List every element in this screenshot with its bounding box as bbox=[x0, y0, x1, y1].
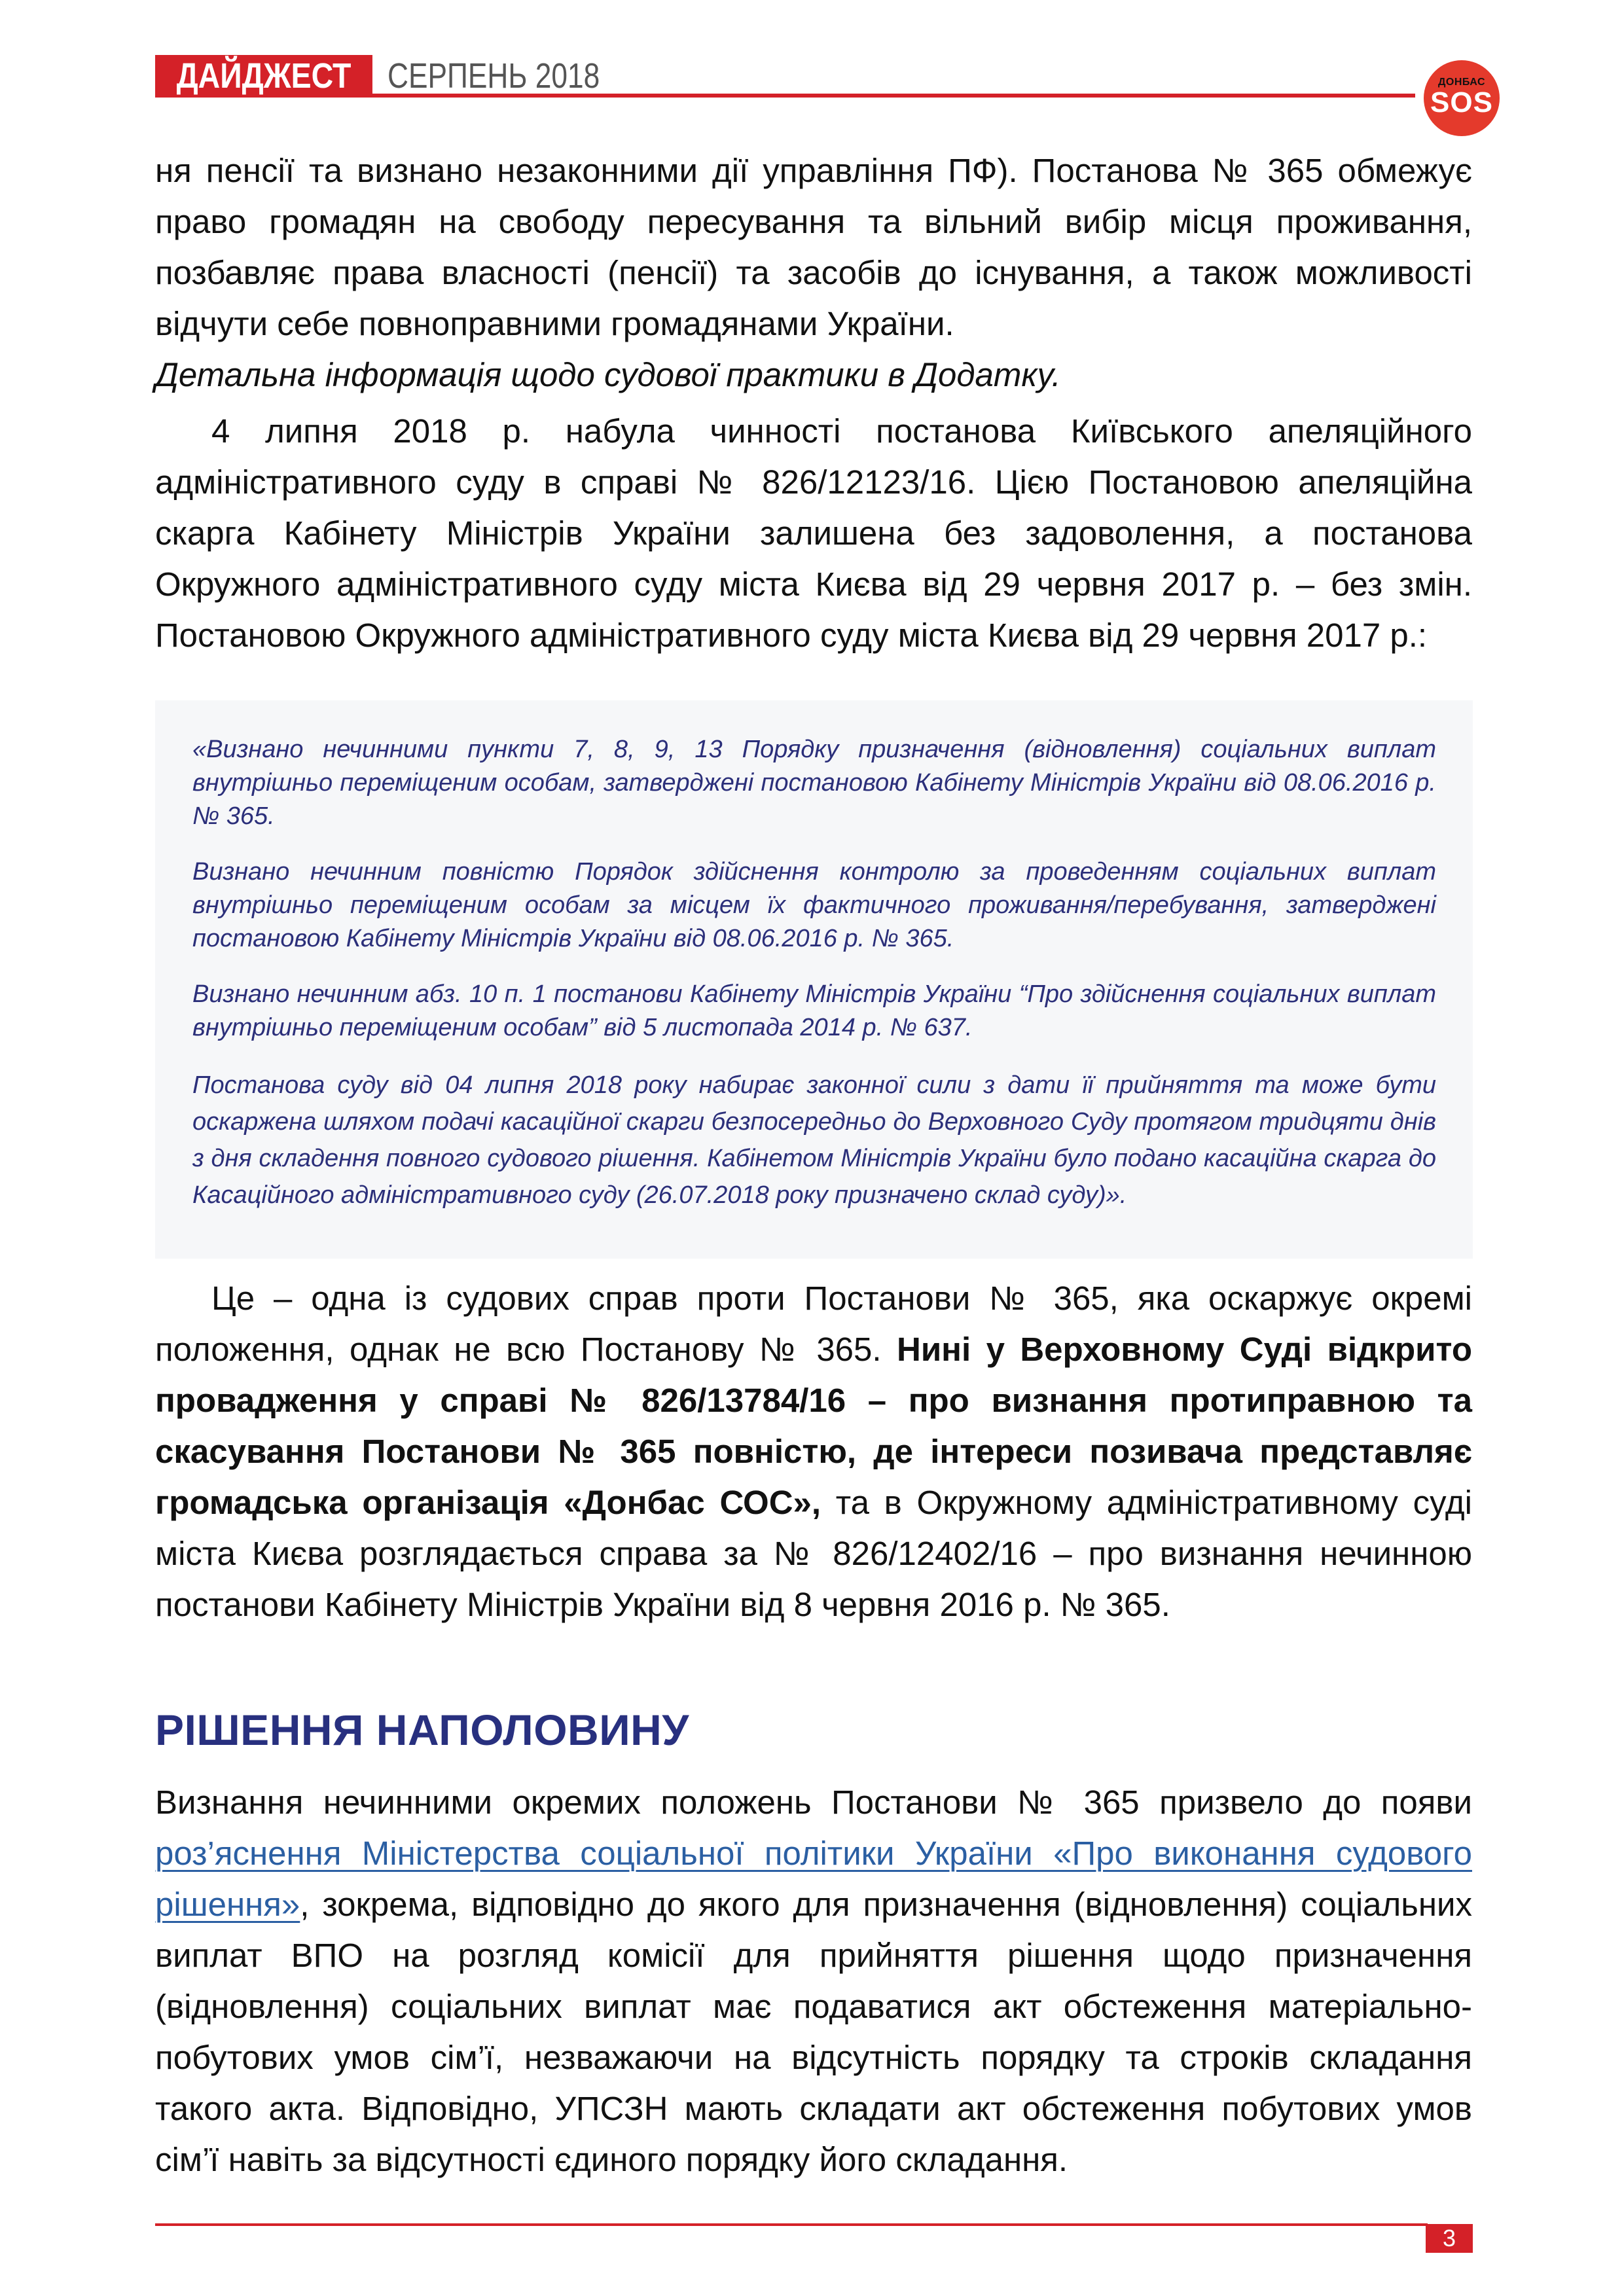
page-number: 3 bbox=[1426, 2224, 1473, 2253]
paragraph-pension bbox=[155, 145, 1472, 401]
quote-item: Визнано нечинним абз. 10 п. 1 постанови Кабінету Міністрів України “Про здійснення соціальних виплат внутрішньо переміщеним особам” від 5 листопада 2014 р. № 637. bbox=[192, 980, 1436, 1041]
paragraph-half-decision bbox=[155, 1777, 1472, 2185]
quote-item: Визнано нечинним повністю Порядок здійснення контролю за проведенням соціальних виплат внутрішньо переміщеним особам за місцем їх фактичного проживання/перебування, затверджені постановою Кабінету Міністрів України від 08.06.2016 р. № 365. bbox=[192, 858, 1436, 952]
section-tag: ДАЙДЖЕСТ bbox=[155, 55, 372, 97]
donbas-sos-logo bbox=[1424, 60, 1500, 136]
paragraph-supreme-court-bold: Нині у Верховному Суді відкрито провадження у справі № 826/13784/16 – про визнання протиправною та скасування Постанови № 365 повністю, де інтереси позивача представляє громадська організація «Донбас СОС», bbox=[155, 1331, 1472, 1521]
ruling-quote-box bbox=[155, 700, 1473, 1259]
paragraph-supreme-court bbox=[155, 1273, 1472, 1630]
footer-rule bbox=[155, 2223, 1428, 2226]
paragraph-half-decision-intro: Визнання нечинними окремих положень Постанови № 365 призвело до появи bbox=[155, 1784, 1472, 1821]
paragraph-supreme-court-intro: Це – одна із судових справ проти Постанови № 365, яка оскаржує окремі положення, однак не всю Постанову № 365. bbox=[155, 1280, 1472, 1368]
issue-date: СЕРПЕНЬ 2018 bbox=[388, 56, 600, 96]
paragraph-pension-text: ня пенсії та визнано незаконними дії управління ПФ). Постанова № 365 обмежує право громадян на свободу пересування та вільний вибір місця проживання, позбавляє права власності (пенсії) та засобів до існування, а також можливості відчути себе повноправними громадянами України. bbox=[155, 152, 1472, 342]
paragraph-supreme-court-tail: та в Окружному адміністративному суді міста Києва розглядається справа за № 826/12402/16 – про визнання нечинною постанови Кабінету Міністрів України від 8 червня 2016 р. № 365. bbox=[155, 1484, 1472, 1623]
ministry-clarification-link[interactable]: роз’яснення Міністерства соціальної політики України «Про виконання судового рішення» bbox=[155, 1835, 1472, 1923]
quote-item: Постанова суду від 04 липня 2018 року набирає законної сили з дати її прийняття та може бути оскаржена шляхом подачі касаційної скарги безпосередньо до Верховного Суду протягом тридцяти днів з дня складення повного судового рішення. Кабінетом Міністрів України було подано касаційна скарга до Касаційного адміністративного суду (26.07.2018 року призначено склад суду)». bbox=[192, 1071, 1436, 1209]
paragraph-court-ruling: 4 липня 2018 р. набула чинності постанова Київського апеляційного адміністративного суду в справі № 826/12123/16. Цією Постановою апеляційна скарга Кабінету Міністрів України залишена без задоволення, а постанова Окружного адміністративного суду міста Києва від 29 червня 2017 р. – без змін. Постановою Окружного адміністративного суду міста Києва від 29 червня 2017 р.: bbox=[155, 412, 1472, 654]
appendix-note: Детальна інформація щодо судової практики в Додатку. bbox=[155, 356, 1061, 393]
section-heading: РІШЕННЯ НАПОЛОВИНУ bbox=[155, 1706, 689, 1754]
quote-item: «Визнано нечинними пункти 7, 8, 9, 13 Порядку призначення (відновлення) соціальних виплат внутрішньо переміщеним особам, затверджені постановою Кабінету Міністрів України від 08.06.2016 р. № 365. bbox=[192, 736, 1436, 830]
paragraph-half-decision-tail: , зокрема, відповідно до якого для призначення (відновлення) соціальних виплат ВПО на розгляд комісії для прийняття рішення щодо призначення (відновлення) соціальних виплат має подаватися акт обстеження матеріально-побутових умов сім’ї, незважаючи на відсутність порядку та строків складання такого акта. Відповідно, УПСЗН мають складати акт обстеження побутових умов сім’ї навіть за відсутності єдиного порядку його складання. bbox=[155, 1886, 1472, 2178]
logo-line2: SOS bbox=[1430, 86, 1493, 118]
logo-line1: ДОНБАС bbox=[1438, 77, 1485, 88]
